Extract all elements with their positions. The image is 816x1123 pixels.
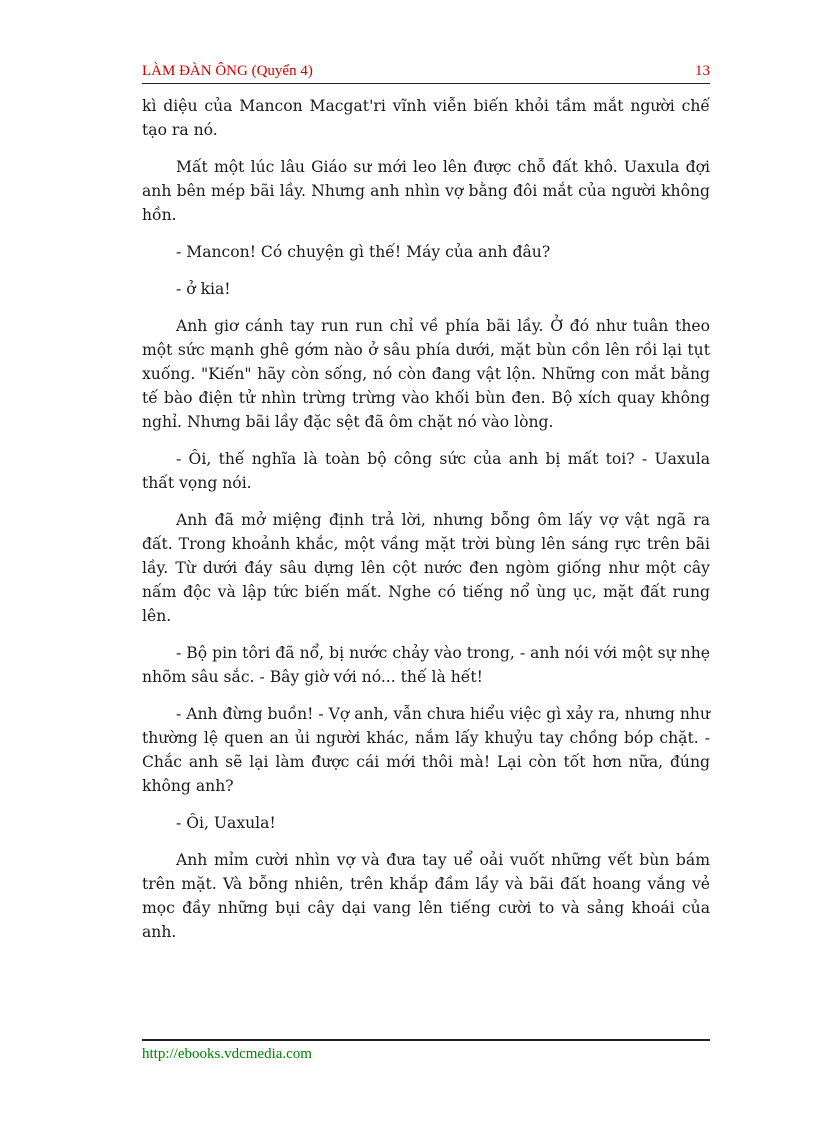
footer-divider (142, 1039, 710, 1041)
page-number: 13 (695, 63, 710, 79)
paragraph: - Ôi, thế nghĩa là toàn bộ công sức của anh bị mất toi? - Uaxula thất vọng nói. (142, 450, 710, 492)
paragraph: Mất một lúc lâu Giáo sư mới leo lên được chỗ đất khô. Uaxula đợi anh bên mép bãi lầy. Nhưng anh nhìn vợ bằng đôi mắt của người không hồn. (142, 158, 710, 224)
paragraph: Anh đã mở miệng định trả lời, nhưng bỗng ôm lấy vợ vật ngã ra đất. Trong khoảnh khắc, một vầng mặt trời bùng lên sáng rực trên bãi lầy. Từ dưới đáy sâu dựng lên cột nước đen ngòm giống như một cây nấm độc và lập tức biến mất. Nghe có tiếng nổ ùng ục, mặt đất rung lên. (142, 511, 710, 625)
footer-link[interactable]: http://ebooks.vdcmedia.com (142, 1046, 312, 1062)
paragraph: kì diệu của Mancon Macgat'ri vĩnh viễn biến khỏi tầm mắt người chế tạo ra nó. (142, 97, 710, 139)
paragraph: - Anh đừng buồn! - Vợ anh, vẫn chưa hiểu việc gì xảy ra, nhưng như thường lệ quen an ủi người khác, nắm lấy khuỷu tay chồng bóp chặt. - Chắc anh sẽ lại làm được cái mới thôi mà! Lại còn tốt hơn nữa, đúng không anh? (142, 705, 710, 795)
paragraph: - Mancon! Có chuyện gì thế! Máy của anh đâu? (176, 243, 551, 261)
book-title: LÀM ĐÀN ÔNG (Quyển 4) (142, 63, 313, 79)
page-header (142, 63, 710, 84)
paragraph: Anh mỉm cười nhìn vợ và đưa tay uể oải vuốt những vết bùn bám trên mặt. Và bỗng nhiên, trên khắp đầm lầy và bãi đất hoang vắng vẻ mọc đầy những bụi cây dại vang lên tiếng cười to và sảng khoái của anh. (142, 851, 710, 941)
paragraph: - Ôi, Uaxula! (176, 814, 276, 832)
page-body (142, 94, 710, 957)
paragraph: - Bộ pin tôri đã nổ, bị nước chảy vào trong, - anh nói với một sự nhẹ nhõm sâu sắc. - Bây giờ với nó... thế là hết! (142, 644, 710, 686)
paragraph: Anh giơ cánh tay run run chỉ về phía bãi lầy. Ở đó như tuân theo một sức mạnh ghê gớm nào ở sâu phía dưới, mặt bùn cồn lên rồi lại tụt xuống. "Kiến" hãy còn sống, nó còn đang vật lộn. Những con mắt bằng tế bào điện tử nhìn trừng trừng vào khối bùn đen. Bộ xích quay không nghỉ. Nhưng bãi lầy đặc sệt đã ôm chặt nó vào lòng. (142, 317, 710, 431)
paragraph: - ở kia! (176, 280, 231, 298)
